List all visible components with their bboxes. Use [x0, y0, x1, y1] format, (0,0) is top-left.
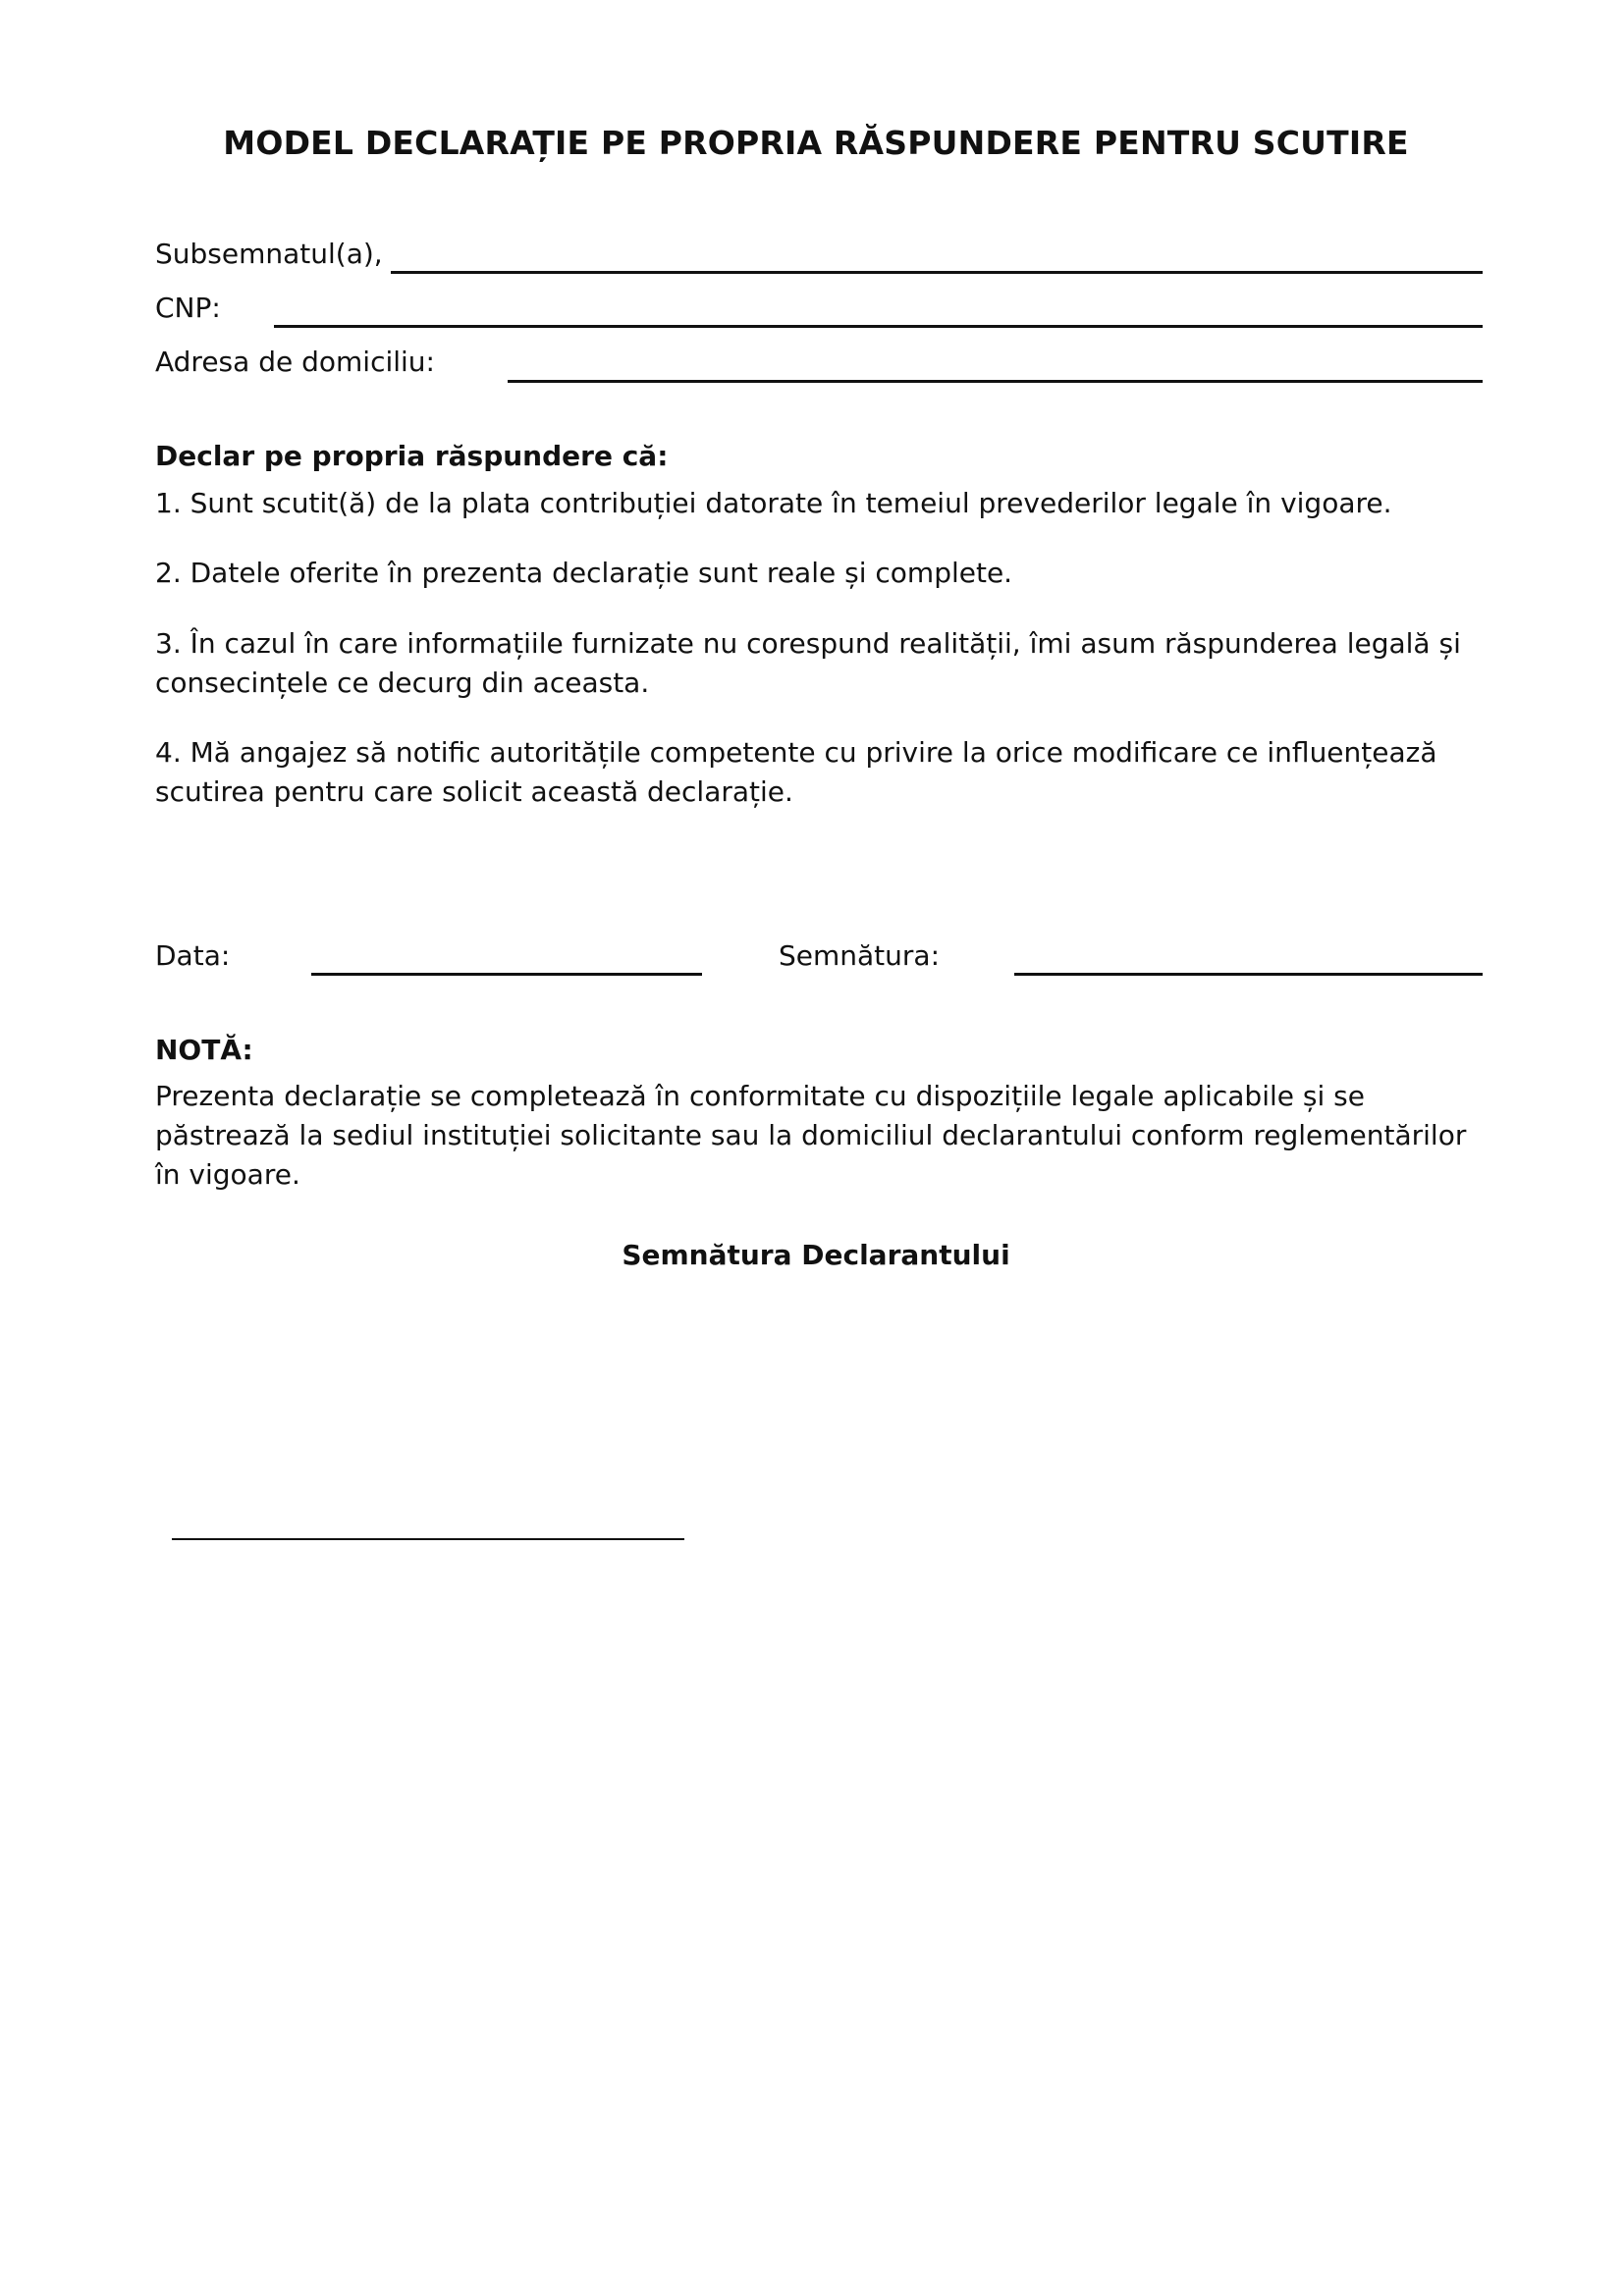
declaration-item-1: 1. Sunt scutit(ă) de la plata contribuției datorate în temeiul prevederilor legale în vigoare. — [155, 487, 1392, 519]
address-input-line[interactable] — [508, 380, 1483, 383]
declaration-heading: Declar pe propria răspundere că: — [155, 440, 669, 472]
declarant-signature-line[interactable] — [172, 1538, 684, 1540]
date-label: Data: — [155, 939, 231, 972]
signature-input-line[interactable] — [1014, 973, 1483, 976]
name-input-line[interactable] — [391, 271, 1483, 274]
declaration-item-4: 4. Mă angajez să notific autoritățile competente cu privire la orice modificare ce influențează scutirea pentru care solicit această declarație. — [155, 736, 1437, 808]
declaration-item-3: 3. În cazul în care informațiile furnizate nu corespund realității, îmi asum răspunderea legală și consecințele ce decurg din aceasta. — [155, 627, 1461, 699]
declaration-item-2: 2. Datele oferite în prezenta declarație sunt reale și complete. — [155, 557, 1013, 589]
declarant-signature-title: Semnătura Declarantului — [622, 1239, 1010, 1271]
signature-label: Semnătura: — [779, 939, 941, 972]
address-label: Adresa de domiciliu: — [155, 346, 435, 378]
document-title: MODEL DECLARAȚIE PE PROPRIA RĂSPUNDERE PENTRU SCUTIRE — [223, 124, 1409, 162]
cnp-label: CNP: — [155, 292, 221, 324]
date-input-line[interactable] — [311, 973, 702, 976]
name-label: Subsemnatul(a), — [155, 238, 383, 270]
note-text: Prezenta declarație se completează în conformitate cu dispozițiile legale aplicabile și se păstrează la sediul instituției solicitante sau la domiciliul declarantului conform reglementărilor în vigoare. — [155, 1080, 1467, 1191]
note-heading: NOTĂ: — [155, 1034, 253, 1066]
cnp-input-line[interactable] — [274, 325, 1483, 328]
